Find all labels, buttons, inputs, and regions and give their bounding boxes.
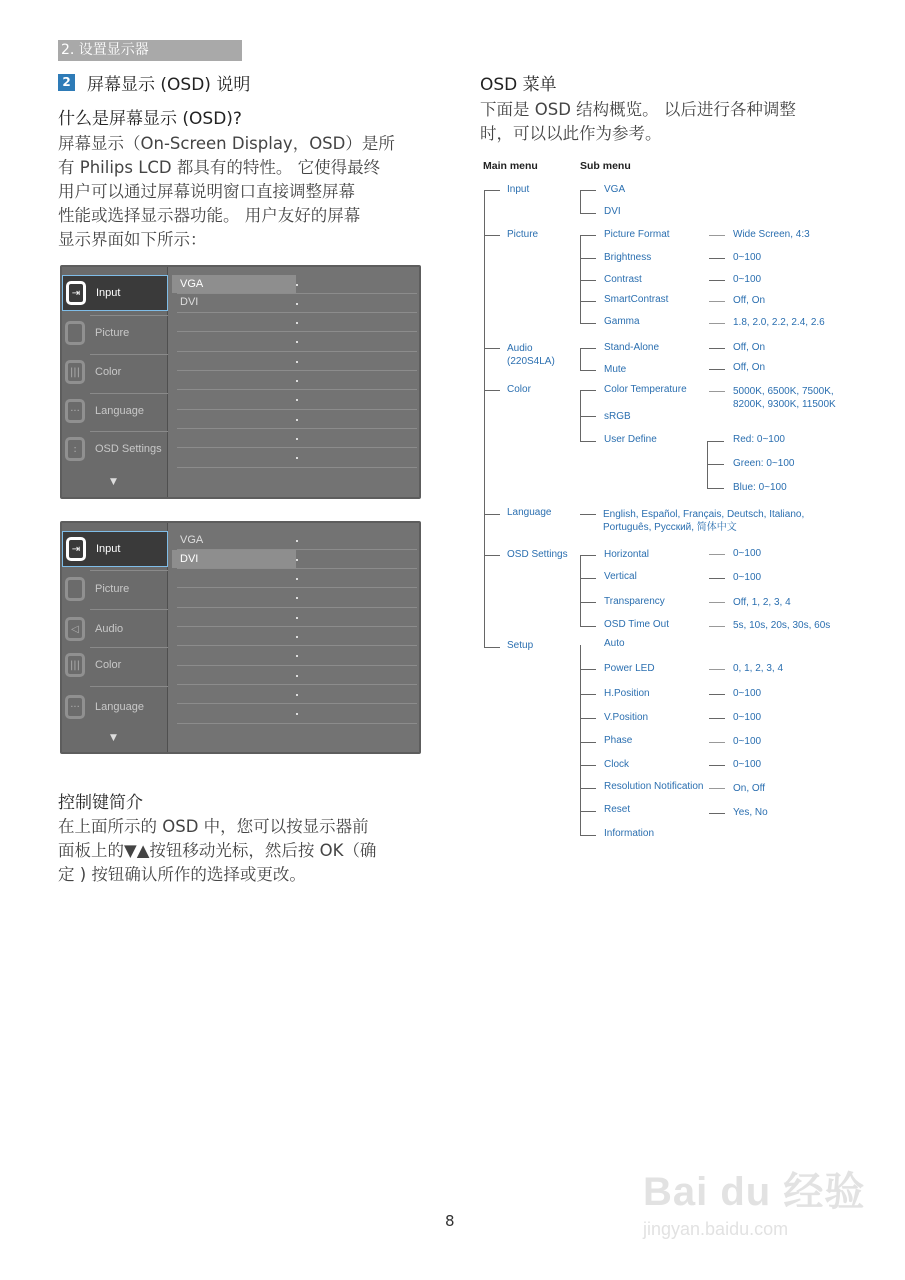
value-dash [709, 765, 725, 766]
language-icon: ··· [65, 399, 85, 423]
osd-option-vga[interactable]: VGA [180, 534, 204, 546]
language-options [603, 508, 804, 534]
input-icon: ⇥ [66, 281, 86, 305]
sub-item-information: Information [604, 828, 655, 839]
osd-menu-label: Picture [95, 327, 130, 339]
sub-item-contrast: Contrast [604, 274, 642, 285]
osd-option-dvi[interactable]: DVI [172, 550, 296, 568]
branch [580, 694, 596, 695]
branch [580, 578, 596, 579]
osd-menu-label: OSD Settings [95, 443, 162, 455]
value-dash [709, 369, 725, 370]
sub-item-smartcontrast: SmartContrast [604, 294, 669, 305]
value-h-position: 0~100 [733, 688, 762, 699]
value-reset: Yes, No [733, 807, 768, 818]
sub-trunk [580, 645, 581, 835]
branch [484, 235, 500, 236]
value-stand-alone: Off, On [733, 342, 766, 353]
value-color-temperature [733, 385, 836, 411]
language-line: English, Español, Français, Deutsch, Italiano, [603, 509, 805, 520]
value-dash [709, 280, 725, 281]
sub-item-user-define: User Define [604, 434, 657, 445]
user-define-green: Green: 0~100 [733, 458, 795, 469]
value-dash [709, 391, 725, 392]
value-brightness: 0~100 [733, 252, 762, 263]
branch [580, 190, 596, 191]
value-transparency: Off, 1, 2, 3, 4 [733, 597, 791, 608]
what-is-line: 用户可以通过屏幕说明窗口直接调整屏幕 [58, 182, 355, 201]
value-dash [709, 235, 725, 236]
branch [580, 835, 596, 836]
branch [580, 742, 596, 743]
branch [580, 370, 596, 371]
osd-option-vga[interactable]: VGA [172, 275, 296, 293]
sub-item-gamma: Gamma [604, 316, 640, 327]
sub-item-reset: Reset [604, 804, 631, 815]
value-dash [709, 694, 725, 695]
sub-item-color-temperature: Color Temperature [604, 384, 687, 395]
language-line: Português, Русский, 简体中文 [603, 522, 737, 533]
watermark-url: jingyan.baidu.com [643, 1219, 789, 1239]
value-dash [709, 788, 725, 789]
sub-item-vertical: Vertical [604, 571, 637, 582]
branch [580, 235, 596, 236]
branch [707, 464, 724, 465]
scroll-down-icon[interactable]: ▼ [110, 477, 117, 487]
branch [580, 301, 596, 302]
sub-menu-header: Sub menu [580, 160, 631, 172]
osd-menu-heading: OSD 菜单 [480, 75, 557, 95]
branch [580, 280, 596, 281]
section-number: 2 [58, 74, 75, 91]
what-is-line: 屏幕显示（On-Screen Display，OSD）是所 [58, 134, 395, 153]
osd-menu-label: Picture [95, 583, 130, 595]
sub-item-dvi: DVI [604, 206, 621, 217]
branch [580, 669, 596, 670]
chapter-label: 2. 设置显示器 [58, 40, 242, 61]
user-define-red: Red: 0~100 [733, 434, 785, 445]
value-power-led: 0, 1, 2, 3, 4 [733, 663, 784, 674]
osd-menu-label: Language [95, 405, 144, 417]
value-dash [709, 258, 725, 259]
language-icon: ··· [65, 695, 85, 719]
main-item-language: Language [507, 507, 552, 518]
sub-item-picture-format: Picture Format [604, 229, 670, 240]
branch [580, 765, 596, 766]
color-icon: ||| [65, 653, 85, 677]
value-dash [709, 578, 725, 579]
branch [580, 555, 596, 556]
sub-item-clock: Clock [604, 759, 630, 770]
sub-item-osd-time-out: OSD Time Out [604, 619, 670, 630]
branch [580, 602, 596, 603]
sub-trunk [580, 348, 581, 370]
value-contrast: 0~100 [733, 274, 762, 285]
value-phase: 0~100 [733, 736, 762, 747]
value-vertical: 0~100 [733, 572, 762, 583]
value-smartcontrast: Off, On [733, 295, 766, 306]
value-clock: 0~100 [733, 759, 762, 770]
value-dash [709, 301, 725, 302]
value-dash [709, 554, 725, 555]
sub-item-brightness: Brightness [604, 252, 652, 263]
osd-settings-icon: : [65, 437, 85, 461]
input-icon: ⇥ [66, 537, 86, 561]
value-dash [709, 602, 725, 603]
controls-line: 面板上的▼▲按钮移动光标，然后按 OK（确 [58, 841, 377, 860]
what-is-heading: 什么是屏幕显示 (OSD)? [58, 109, 242, 129]
osd-menu-label: Audio [95, 623, 124, 635]
sub-item-h-position: H.Position [604, 688, 650, 699]
value-dash [709, 813, 725, 814]
main-item-input: Input [507, 184, 530, 195]
controls-line: 定 ) 按钮确认所作的选择或更改。 [58, 865, 306, 884]
controls-line: 在上面所示的 OSD 中，您可以按显示器前 [58, 817, 369, 836]
branch [484, 647, 500, 648]
what-is-line: 显示界面如下所示： [58, 230, 207, 249]
what-is-line: 性能或选择显示器功能。 用户友好的屏幕 [58, 206, 361, 225]
sub-trunk [580, 190, 581, 213]
osd-menu-label: Input [96, 543, 121, 555]
baidu-watermark [643, 1160, 865, 1240]
sub-item-v-position: V.Position [604, 712, 649, 723]
main-menu-header: Main menu [483, 160, 538, 172]
main-item-color: Color [507, 384, 531, 395]
value-dash [709, 323, 725, 324]
osd-option-dvi[interactable]: DVI [180, 296, 199, 308]
value-line: 8200K, 9300K, 11500K [733, 399, 836, 410]
sub-item-srgb: sRGB [604, 411, 631, 422]
value-gamma: 1.8, 2.0, 2.2, 2.4, 2.6 [733, 317, 825, 328]
sub-item-resolution-notification: Resolution Notification [604, 781, 704, 792]
main-item-picture: Picture [507, 229, 539, 240]
main-item-audio-model: (220S4LA) [507, 356, 555, 367]
branch [484, 348, 500, 349]
branch [580, 348, 596, 349]
value-dash [709, 348, 725, 349]
scroll-down-icon[interactable]: ▼ [110, 733, 117, 743]
branch [484, 390, 500, 391]
osd-menu-label: Language [95, 701, 144, 713]
what-is-line: 有 Philips LCD 都具有的特性。 它使得最终 [58, 158, 381, 177]
sub-trunk [580, 555, 581, 626]
user-define-blue: Blue: 0~100 [733, 482, 787, 493]
branch [580, 626, 596, 627]
value-picture-format: Wide Screen, 4:3 [733, 229, 810, 240]
value-v-position: 0~100 [733, 712, 762, 723]
branch [707, 488, 724, 489]
color-icon: ||| [65, 360, 85, 384]
osd-menu-label: Color [95, 366, 122, 378]
sub-item-phase: Phase [604, 735, 633, 746]
sub-item-transparency: Transparency [604, 596, 665, 607]
value-mute: Off, On [733, 362, 766, 373]
osd-menu-line: 时，可以以此作为参考。 [480, 124, 662, 143]
branch [580, 258, 596, 259]
branch [484, 190, 500, 191]
main-item-audio-line: Audio [507, 343, 533, 354]
sub-item-power-led: Power LED [604, 663, 655, 674]
osd-menu-label: Input [96, 287, 121, 299]
branch [580, 323, 596, 324]
sub-item-horizontal: Horizontal [604, 549, 650, 560]
branch [580, 718, 596, 719]
sub-item-mute: Mute [604, 364, 627, 375]
sub-item-auto: Auto [604, 638, 625, 649]
main-item-osd-settings: OSD Settings [507, 549, 568, 560]
section-title-text: 屏幕显示 (OSD) 说明 [87, 75, 251, 95]
speaker-icon: ◁ [65, 617, 85, 641]
sub-item-stand-alone: Stand-Alone [604, 342, 660, 353]
value-horizontal: 0~100 [733, 548, 762, 559]
page-number: 8 [445, 1212, 455, 1230]
branch [580, 390, 596, 391]
trunk-line [484, 190, 485, 647]
branch [580, 811, 596, 812]
value-line: 5000K, 6500K, 7500K, [733, 386, 834, 397]
branch [580, 213, 596, 214]
branch [484, 555, 500, 556]
watermark-brand: Bai du 经验 [643, 1170, 866, 1214]
value-dash [709, 626, 725, 627]
controls-heading: 控制键简介 [58, 793, 143, 813]
branch [484, 514, 500, 515]
value-dash [580, 514, 596, 515]
main-item-audio [507, 342, 555, 368]
value-dash [709, 718, 725, 719]
value-dash [709, 669, 725, 670]
branch [580, 441, 596, 442]
value-resolution-notification: On, Off [733, 783, 766, 794]
branch [580, 788, 596, 789]
osd-menu-label: Color [95, 659, 122, 671]
main-item-setup: Setup [507, 640, 534, 651]
sub-item-vga: VGA [604, 184, 626, 195]
branch [707, 441, 724, 442]
branch [580, 416, 596, 417]
value-osd-time-out: 5s, 10s, 20s, 30s, 60s [733, 620, 831, 631]
osd-menu-line: 下面是 OSD 结构概览。 以后进行各种调整 [480, 100, 796, 119]
value-dash [709, 742, 725, 743]
